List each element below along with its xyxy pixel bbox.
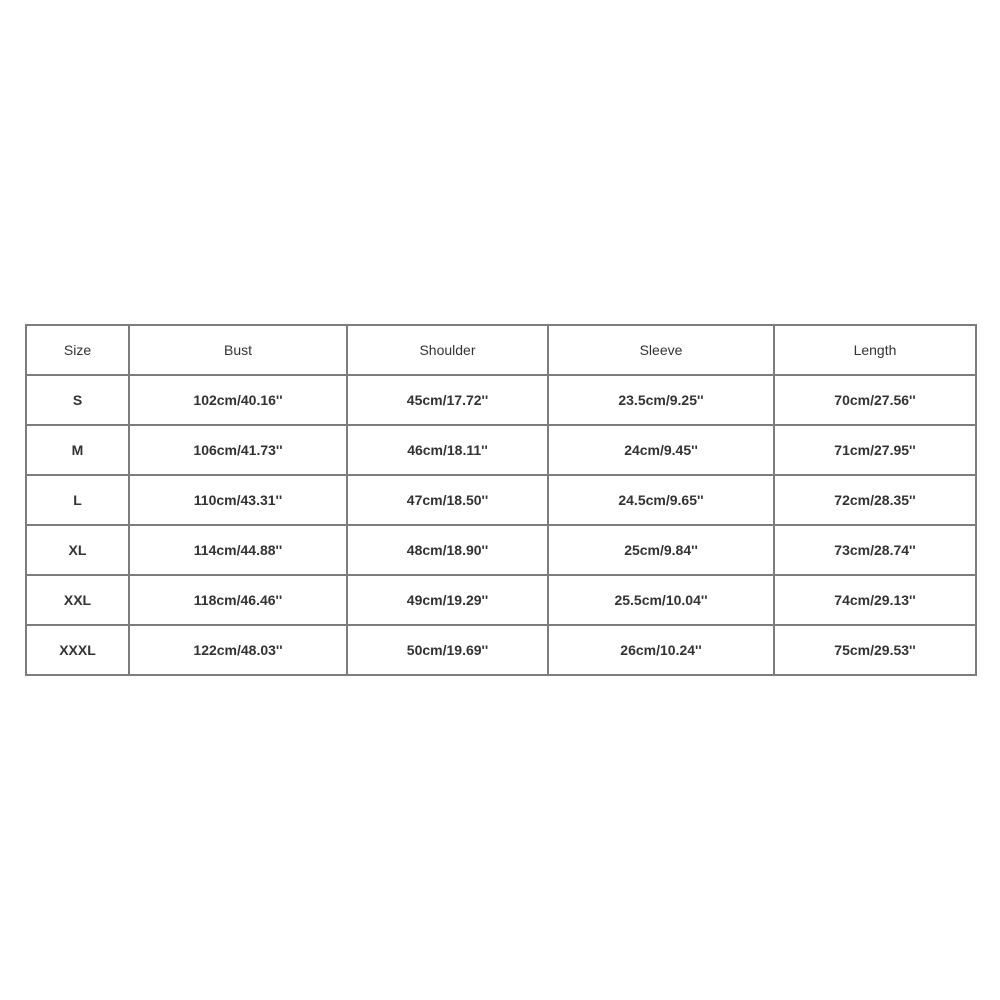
cell-sleeve: 25.5cm/10.04''	[548, 575, 774, 625]
cell-bust: 122cm/48.03''	[129, 625, 347, 675]
cell-sleeve: 25cm/9.84''	[548, 525, 774, 575]
table-row	[26, 475, 976, 525]
cell-shoulder: 48cm/18.90''	[347, 525, 548, 575]
cell-bust: 114cm/44.88''	[129, 525, 347, 575]
header-size: Size	[26, 325, 129, 375]
cell-size: XL	[26, 525, 129, 575]
cell-size: M	[26, 425, 129, 475]
cell-bust: 118cm/46.46''	[129, 575, 347, 625]
cell-length: 74cm/29.13''	[774, 575, 976, 625]
cell-size: XXXL	[26, 625, 129, 675]
cell-length: 73cm/28.74''	[774, 525, 976, 575]
cell-sleeve: 23.5cm/9.25''	[548, 375, 774, 425]
table-row	[26, 625, 976, 675]
cell-shoulder: 46cm/18.11''	[347, 425, 548, 475]
cell-shoulder: 45cm/17.72''	[347, 375, 548, 425]
cell-sleeve: 26cm/10.24''	[548, 625, 774, 675]
table-row	[26, 425, 976, 475]
cell-size: S	[26, 375, 129, 425]
cell-length: 70cm/27.56''	[774, 375, 976, 425]
table-header-row	[26, 325, 976, 375]
cell-length: 72cm/28.35''	[774, 475, 976, 525]
cell-length: 71cm/27.95''	[774, 425, 976, 475]
cell-sleeve: 24.5cm/9.65''	[548, 475, 774, 525]
header-length: Length	[774, 325, 976, 375]
cell-shoulder: 49cm/19.29''	[347, 575, 548, 625]
cell-bust: 102cm/40.16''	[129, 375, 347, 425]
cell-size: L	[26, 475, 129, 525]
table-row	[26, 375, 976, 425]
cell-bust: 106cm/41.73''	[129, 425, 347, 475]
size-chart-table	[25, 324, 977, 676]
table-row	[26, 575, 976, 625]
cell-sleeve: 24cm/9.45''	[548, 425, 774, 475]
cell-shoulder: 50cm/19.69''	[347, 625, 548, 675]
cell-shoulder: 47cm/18.50''	[347, 475, 548, 525]
cell-bust: 110cm/43.31''	[129, 475, 347, 525]
table-row	[26, 525, 976, 575]
cell-length: 75cm/29.53''	[774, 625, 976, 675]
cell-size: XXL	[26, 575, 129, 625]
header-shoulder: Shoulder	[347, 325, 548, 375]
header-bust: Bust	[129, 325, 347, 375]
header-sleeve: Sleeve	[548, 325, 774, 375]
